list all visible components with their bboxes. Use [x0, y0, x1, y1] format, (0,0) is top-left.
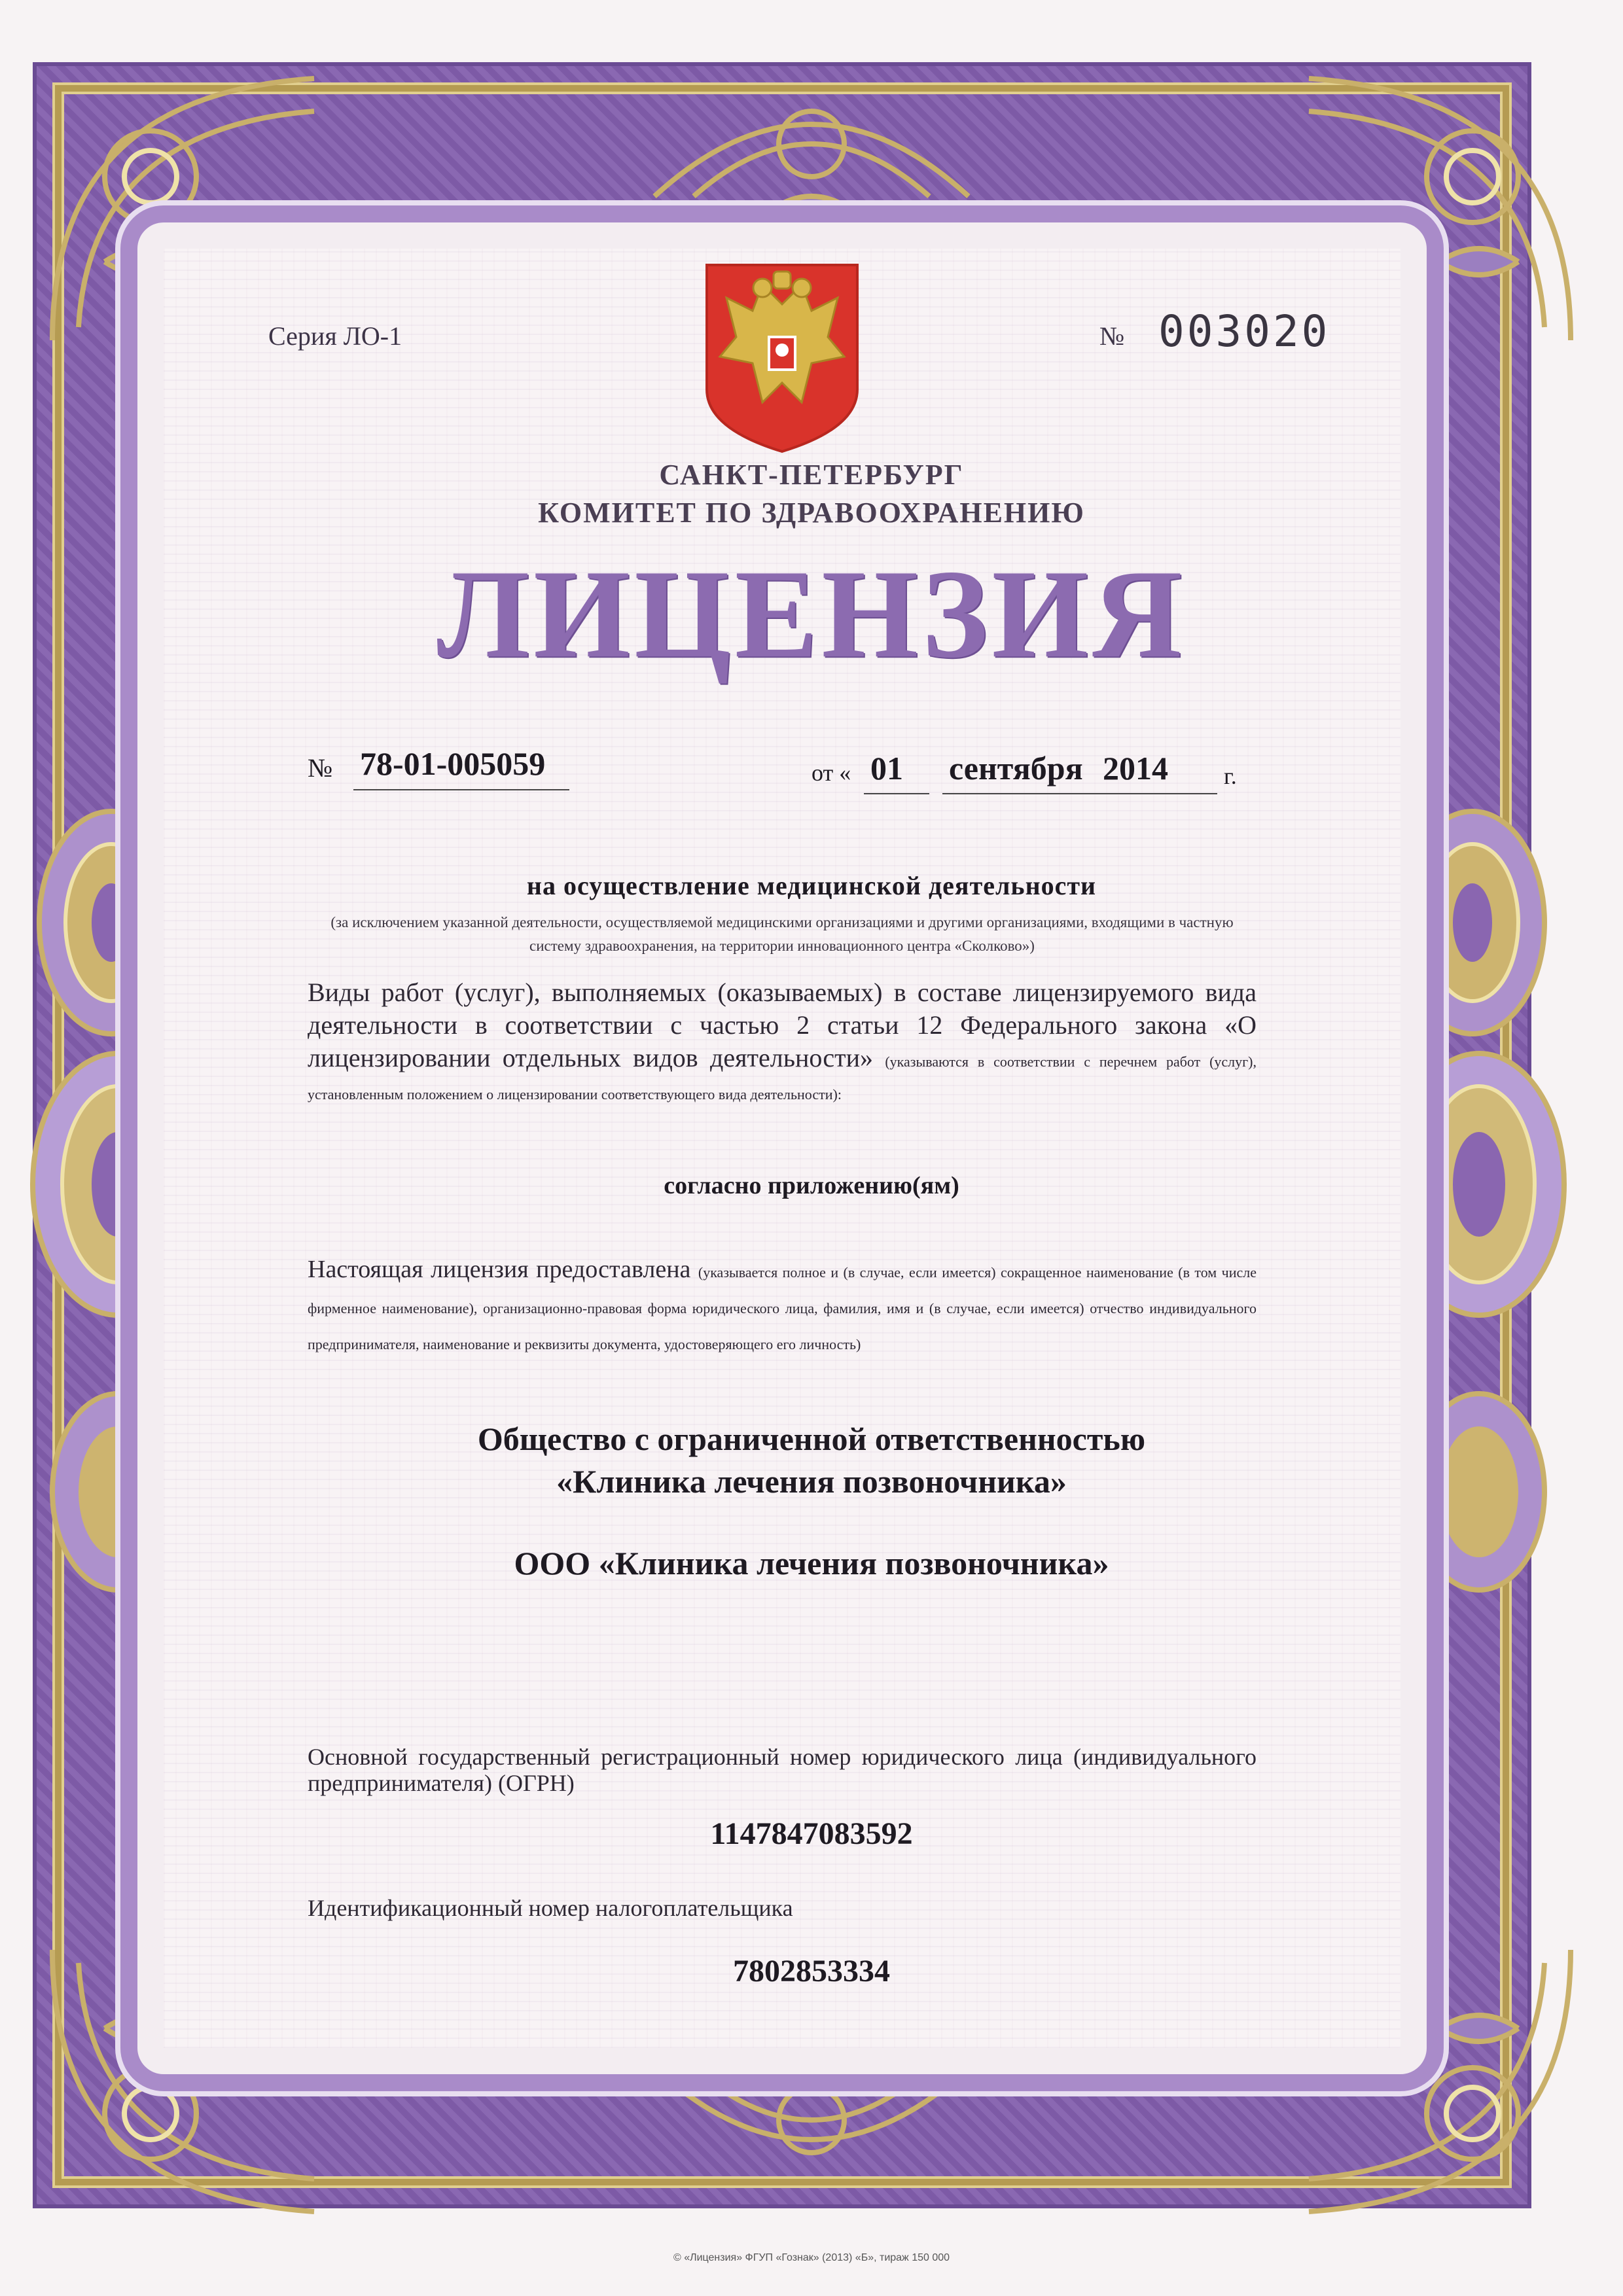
- activity-exclusion-note: (за исключением указанной деятельности, осуществляемой медицинскими организациями и другими организациями, входящими в частную систему здравоохранения, на территории инновационного центра «Сколково»): [330, 914, 1234, 954]
- inn-value: 7802853334: [733, 1954, 890, 1988]
- coat-of-arms-icon: [700, 258, 864, 455]
- according-to-appendix: согласно приложению(ям): [664, 1172, 959, 1199]
- license-number-sign: №: [308, 753, 333, 783]
- year-suffix: г.: [1224, 763, 1237, 789]
- licensee-short-name: ООО «Клиника лечения позвоночника»: [514, 1545, 1109, 1581]
- date-month: сентября: [949, 750, 1083, 786]
- issuer-authority: КОМИТЕТ ПО ЗДРАВООХРАНЕНИЮ: [538, 497, 1085, 529]
- document-title: ЛИЦЕНЗИЯ: [437, 544, 1186, 685]
- activity-heading: на осуществление медицинской деятельности: [526, 871, 1097, 900]
- ogrn-label: Основной государственный регистрационный номер юридического лица (индивидуального предпринимателя) (ОГРН): [308, 1744, 1257, 1796]
- inn-label: Идентификационный номер налогоплательщика: [308, 1895, 793, 1921]
- granted-text: Настоящая лицензия предоставлена: [308, 1256, 691, 1283]
- works-paragraph: [308, 976, 1257, 1107]
- date-day: 01: [870, 750, 903, 786]
- license-number: 78-01-005059: [360, 745, 546, 782]
- form-number-sign: №: [1099, 321, 1125, 351]
- date-day-underline: [864, 793, 929, 794]
- date-underline: [942, 793, 1217, 794]
- top-center-ornament: [641, 65, 982, 236]
- printer-imprint: © «Лицензия» ФГУП «Гознак» (2013) «Б», тираж 150 000: [673, 2252, 950, 2263]
- granted-note: (указывается полное и (в случае, если имеется) сокращенное наименование (в том числе фирменное наименование), организационно-правовая форма юридического лица, фамилия, имя и (в случае, если имеется) отчество индивидуального предпринимателя, наименование и реквизиты документа, удостоверяющего его личность): [308, 1264, 1257, 1352]
- date-prefix: от «: [812, 760, 851, 786]
- ogrn-value: 1147847083592: [710, 1816, 913, 1851]
- granted-paragraph: [308, 1253, 1257, 1361]
- date-year: 2014: [1103, 750, 1168, 786]
- license-number-underline: [353, 789, 569, 790]
- series-label: Серия ЛО-1: [268, 321, 402, 351]
- works-text: Виды работ (услуг), выполняемых (оказываемых) в составе лицензируемого вида деятельности в соответствии с частью 2 статьи 12 Федерального закона «О лицензировании отдельных видов деятельности»: [308, 978, 1257, 1072]
- form-number: 003020: [1158, 306, 1330, 357]
- issuer-city: САНКТ-ПЕТЕРБУРГ: [659, 459, 964, 491]
- licensee-full-name-line2: «Клиника лечения позвоночника»: [556, 1463, 1067, 1500]
- licensee-full-name-line1: Общество с ограниченной ответственностью: [477, 1421, 1146, 1457]
- works-note: (указываются в соответствии с перечнем работ (услуг), установленным положением о лицензировании соответствующего вида деятельности):: [308, 1053, 1257, 1103]
